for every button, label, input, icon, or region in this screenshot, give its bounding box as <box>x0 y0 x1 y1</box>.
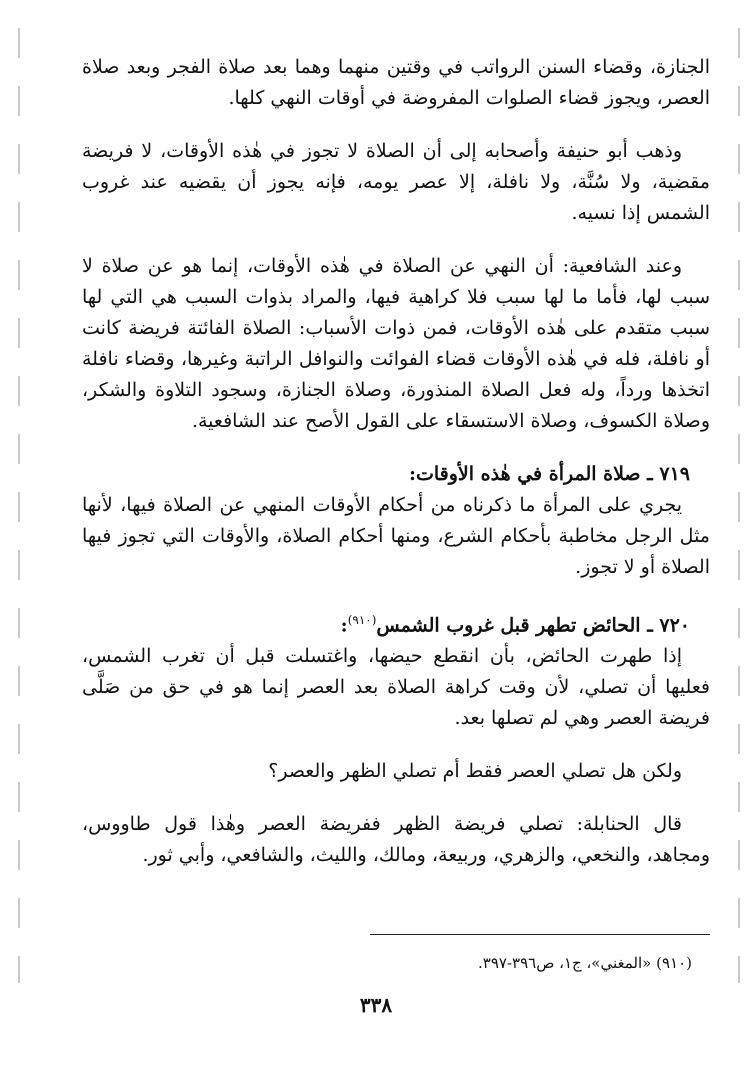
paragraph-2: وذهب أبو حنيفة وأصحابه إلى أن الصلاة لا تجوز في هٰذه الأوقات، لا فريضة مقضية، ولا سُنَّة، ولا نافلة، إلا عصر يومه، فإنه يجوز أن يقضيه عند غروب الشمس إذا نسيه. <box>82 140 710 224</box>
left-margin-line <box>18 28 20 983</box>
paragraph-6: ولكن هل تصلي العصر فقط أم تصلي الظهر والعصر؟ <box>268 760 682 783</box>
page-number: ٣٣٨ <box>359 993 393 1017</box>
paragraph-5: إذا طهرت الحائض، بأن انقطع حيضها، واغتسلت قبل أن تغرب الشمس، فعليها أن تصلي، لأن وقت كراهة الصلاة بعد العصر إنما هو في حق من صَلَّى فريضة العصر وهي لم تصلها بعد. <box>82 645 710 730</box>
paragraph-1: الجنازة، وقضاء السنن الرواتب في وقتين منهما وهما بعد صلاة الفجر وبعد صلاة العصر، ويجوز قضاء الصلوات المفروضة في أوقات النهي كلها. <box>82 56 710 109</box>
footnote-reference: (٩١٠) <box>347 613 377 627</box>
section-heading-720-colon: : <box>340 614 348 637</box>
footnote-divider <box>370 934 710 935</box>
paragraph-4: يجري على المرأة ما ذكرناه من أحكام الأوقات المنهي عن الصلاة فيها، لأنها مثل الرجل مخاطبة بأحكام الشرع، ومنها أحكام الصلاة، والأوقات التي تجوز فيها الصلاة أو لا تجوز. <box>82 494 710 578</box>
paragraph-7: قال الحنابلة: تصلي فريضة الظهر ففريضة العصر وهٰذا قول طاووس، ومجاهد، والنخعي، والزهري، وربيعة، ومالك، والليث، والشافعي، وأبي ثور. <box>82 813 710 867</box>
footnote: (٩١٠) «المغني»، ج١، ص٣٩٦-٣٩٧. <box>478 954 692 972</box>
section-heading-720 <box>82 605 710 641</box>
paragraph-3: وعند الشافعية: أن النهي عن الصلاة في هٰذه الأوقات، إنما هو عن صلاة لا سبب لها، فأما ما لها سبب فلا كراهية فيها، والمراد بذوات السبب هي التي لها سبب متقدم على هٰذه الأوقات، فمن ذوات الأسباب: الصلاة الفائتة فريضة كانت أو نافلة، فله في هٰذه الأوقات قضاء الفوائت والنوافل الراتبة وغيرها، وقضاء نافلة اتخذها ورداً، وله فعل الصلاة المنذورة، وصلاة الجنازة، وسجود التلاوة والشكر، وصلاة الكسوف، وصلاة الاستسقاء على القول الأصح عند الشافعية. <box>82 255 710 432</box>
section-heading-719: ٧١٩ ـ صلاة المرأة في هٰذه الأوقات: <box>408 463 690 485</box>
section-heading-720-text: ٧٢٠ ـ الحائض تطهر قبل غروب الشمس <box>376 614 690 637</box>
right-margin-line <box>738 28 740 983</box>
page-body <box>82 52 710 871</box>
